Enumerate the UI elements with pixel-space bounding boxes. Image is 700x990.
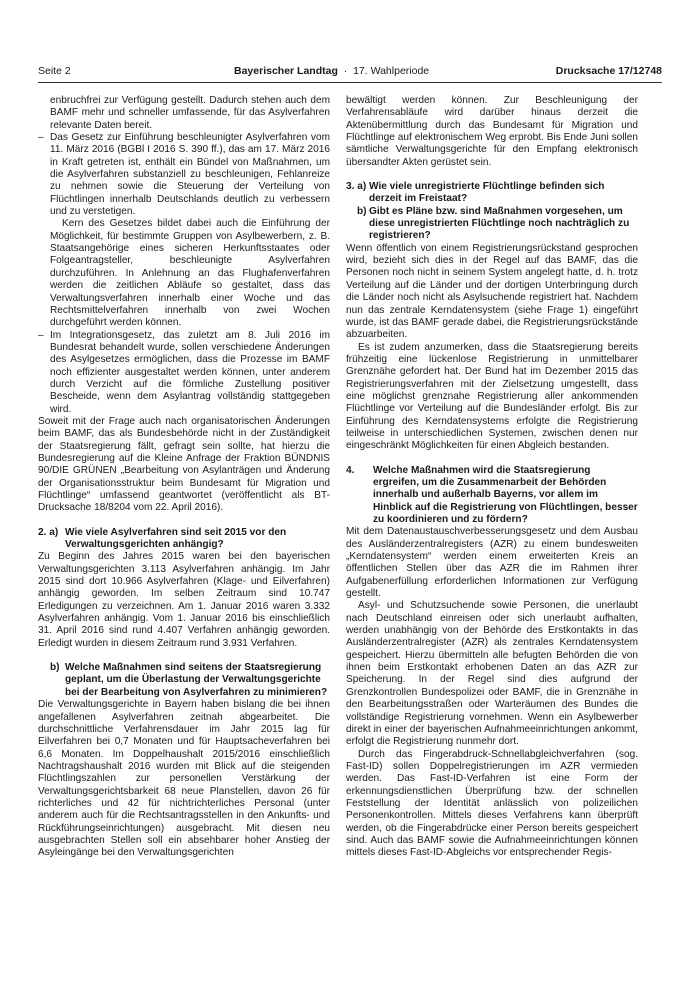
- question-text: Gibt es Pläne bzw. sind Maßnahmen vorgesehen, um diese unregistrierten Flüchtlinge noch nachträglich zu registrieren?: [369, 205, 630, 242]
- header-divider: [38, 82, 662, 83]
- page-number: Seite 2: [38, 65, 71, 77]
- header-separator: ·: [343, 65, 348, 77]
- question-3a: [346, 181, 638, 206]
- left-column: [38, 95, 330, 860]
- paragraph: Die Verwaltungsgerichte in Bayern haben bislang die bei ihnen angefallenen Asylverfahren zeitnah abgearbeitet. Die durchschnittliche Verfahrensdauer im Jahr 2015 lag für Eilverfahren bei 0,7 Monaten und für Hauptsacheverfahren bei 6,6 Monaten. Im Doppelhaushalt 2015/2016 einschließlich Nachtragshaushalt 2016 wurden mit Blick auf die steigenden Flüchtlingszahlen zur personellen Verstärkung der Verwaltungsgerichtsbarkeit 68 neue Planstellen, davon 26 für richterliches und 42 für nichtrichterliches Personal (unter anderem auch für die Rechtsantragsstellen in den Ankunfts- und Rückführungseinrichtungen) ausgebracht. Mit diesen neu ausgebrachten Stellen soll ein absehbarer hoher Anstieg der Asyleingänge bei den Verwaltungsgerichten: [38, 699, 330, 859]
- paragraph: Es ist zudem anzumerken, dass die Staatsregierung bereits frühzeitig eine lückenlose Registrierung in unmittelbarer Grenznähe gefordert hat. Der Bund hat im Dezember 2015 das Registrierungsverfahren mit der Zielsetzung umgestellt, dass eine möglichst grenznahe Registrierung aller ankommenden Flüchtlinge vor Verteilung auf die Bundesländer erfolgt. Bis zur Einführung des Kerndatensystems erfolgte die Registrierung teilweise in unterschiedlichen Systemen, zwischen denen nur eingeschränkt Möglichkeiten für einen Abgleich bestanden.: [346, 341, 638, 452]
- question-4: [346, 465, 638, 527]
- question-text: Welche Maßnahmen sind seitens der Staatsregierung geplant, um die Überlastung der Verwaltungsgerichte bei der Bearbeitung von Asylverfahren zu minimieren?: [65, 662, 328, 698]
- question-label: 2. a): [38, 526, 59, 538]
- right-column: [346, 95, 638, 860]
- dash-list-item: – Das Gesetz zur Einführung beschleunigter Asylverfahren vom 11. März 2016 (BGBl I 2016 S. 390 ff.), das am 17. März 2016 in Kraft getreten ist, enthält ein Bündel von Maßnahmen, um die Asylverfahren substanziell zu beschleunigen, Fehlanreize zu nehmen sowie die Steuerung der Verteilung von Flüchtlingen innerhalb Deutschlands deutlich zu verbessern und zu verstetigen.: [38, 132, 330, 218]
- question-label: 4.: [346, 464, 355, 476]
- paragraph: Kern des Gesetzes bildet dabei auch die Einführung der Möglichkeit, für bestimmte Gruppen von Asylbewerbern, z. B. Staatsangehörige eines sicheren Herkunftsstaates oder Folgeantragsteller, beschleunigte Asylverfahren durchzuführen. In Anlehnung an das Flughafenverfahren werden die zeitlichen Abläufe so gestaltet, dass das Verwaltungsverfahren innerhalb einer Woche und das Rechtsmittelverfahren innerhalb von zwei Wochen durchgeführt werden können.: [50, 218, 330, 329]
- question-text: Wie viele unregistrierte Flüchtlinge befinden sich derzeit im Freistaat?: [369, 181, 605, 205]
- paragraph: bewältigt werden können. Zur Beschleunigung der Verfahrensabläufe wird darüber hinaus derzeit die Aktenübermittlung durch das Bundesamt für Migration und Flüchtlinge auf elektronischem Weg erprobt. Bis Ende Juni sollen sämtliche Verwaltungsgerichte für den Empfang elektronisch übersandter Akten gerüstet sein.: [346, 95, 638, 168]
- paragraph: Asyl- und Schutzsuchende sowie Personen, die unerlaubt nach Deutschland einreisen oder sich unerlaubt aufhalten, werden unabhängig von der Behörde des Erstkontakts in das Ausländerzentralregister (AZR) als zentrales Kerndatensystem gespeichert. Hierzu übermitteln alle befugten Behörden die von ihnen beim Erstkontakt erhobenen Daten an das AZR zur Speicherung. In der Regel sind dies aufgrund der Grenzkontrollen Bundespolizei oder BAMF, die in Grenznähe in den Bearbeitungsstraßen oder Warteräumen des Bundes die vollständige Registrierung vornehmen. Wenn ein Asylbewerber direkt in einer der bayerischen Aufnahmeeinrichtungen ankommt, erfolgt die Registrierung nunmehr dort.: [346, 600, 638, 748]
- paragraph: Durch das Fingerabdruck-Schnellabgleichverfahren (sog. Fast-ID) sollen Doppelregistrierungen im AZR vermieden werden. Das Fast-ID-Verfahren ist eine Form der erkennungsdienstlichen Überprüfung bzw. der schnellen Feststellung der Identität anlässlich von polizeilichen Personenkontrollen. Mittels dieses Verfahrens kann überprüft werden, ob die Fingerabdrücke einer Person bereits gespeichert sind. Auch das BAMF sowie die Aufnahmeeinrichtungen können mittels dieses Fast-ID-Abgleichs vor entsprechender Regis-: [346, 748, 638, 859]
- question-label: b): [50, 662, 60, 674]
- dash-list-item: – Im Integrationsgesetz, das zuletzt am 8. Juli 2016 im Bundesrat behandelt wurde, sollen verschiedene Änderungen des Asylgesetzes ermöglichen, dass die Prozesse im BAMF noch effizienter ausgestaltet werden können, unter anderem durch Verzicht auf die förmliche Zustellung positiver Bescheide, wenn dem Asylantrag vollständig stattgegeben wird.: [38, 330, 330, 416]
- paragraph: Soweit mit der Frage auch nach organisatorischen Änderungen beim BAMF, das als Bundesbehörde nicht in der Zuständigkeit der Staatsregierung fällt, gefragt sein sollte, hat hierzu die Bundesregierung auf die Kleine Anfrage der Fraktion BÜNDNIS 90/DIE GRÜNEN „Bearbeitung von Asylanträgen und Änderung der Organisationsstruktur beim Bundesamt für Migration und Flüchtlinge“ umfassend geantwortet (veröffentlicht als BT-Drucksache 18/8204 vom 22. April 2016).: [38, 415, 330, 514]
- question-3b: [346, 206, 638, 243]
- question-text: Wie viele Asylverfahren sind seit 2015 vor den Verwaltungsgerichten anhängig?: [65, 526, 287, 551]
- question-label: 3. a): [346, 181, 367, 193]
- paragraph: Mit dem Datenaustauschverbesserungsgesetz und dem Ausbau des Ausländerzentralregisters (AZR) zu einem bundesweiten „Kerndatensystem“ werden einem erweiterten Kreis an öffentlichen Stellen über das AZR die im Rahmen ihrer Aufgabenerfüllung erforderlichen Informationen zur Verfügung gestellt.: [346, 526, 638, 600]
- question-text: Welche Maßnahmen wird die Staatsregierung ergreifen, um die Zusammenarbeit der Behörden innerhalb und außerhalb Bayerns, vor allem im Hinblick auf die Registrierung von Flüchtlingen, besser zu koordinieren und zu fördern?: [373, 464, 638, 525]
- parliament-name: Bayerischer Landtag: [234, 65, 338, 77]
- question-2a: [38, 527, 330, 552]
- question-2b: [38, 662, 330, 699]
- page-header: [38, 60, 662, 82]
- electoral-period: 17. Wahlperiode: [353, 65, 430, 77]
- question-label: b): [357, 205, 367, 217]
- header-title: [234, 64, 429, 78]
- printed-matter-number: Drucksache 17/12748: [555, 65, 662, 77]
- paragraph: Zu Beginn des Jahres 2015 waren bei den bayerischen Verwaltungsgerichten 3.113 Asylverfahren anhängig. Im Jahr 2015 sind dort 10.966 Asylverfahren (Klage- und Eilverfahren) anhängig geworden. Im selben Zeitraum sind 10.747 Erledigungen zu verzeichnen. Am 1. Januar 2016 waren 3.332 Asylverfahren anhängig. Vom 1. Januar 2016 bis einschließlich 31. April 2016 sind rund 4.407 Verfahren anhängig geworden. Erledigt wurden in diesem Zeitraum rund 3.931 Verfahren.: [38, 551, 330, 649]
- paragraph: enbruchfrei zur Verfügung gestellt. Dadurch stehen auch dem BAMF mehr und schneller umfassende, für das Asylverfahren relevante Daten bereit.: [50, 95, 330, 131]
- paragraph: Wenn öffentlich von einem Registrierungsrückstand gesprochen wird, bezieht sich dies in der Regel auf das BAMF, das die Personen noch nicht in seinem System angelegt hatte, d. h. trotz Verteilung auf die Länder und der dortigen Unterbringung durch die Länder noch nicht als Asylsuchende registriert hat. Nachdem nun das zentrale Kerndatensystem (siehe Frage 1) eingeführt wurde, ist das BAMF gerade dabei, die Registrierungsrückstände abzuarbeiten.: [346, 242, 638, 341]
